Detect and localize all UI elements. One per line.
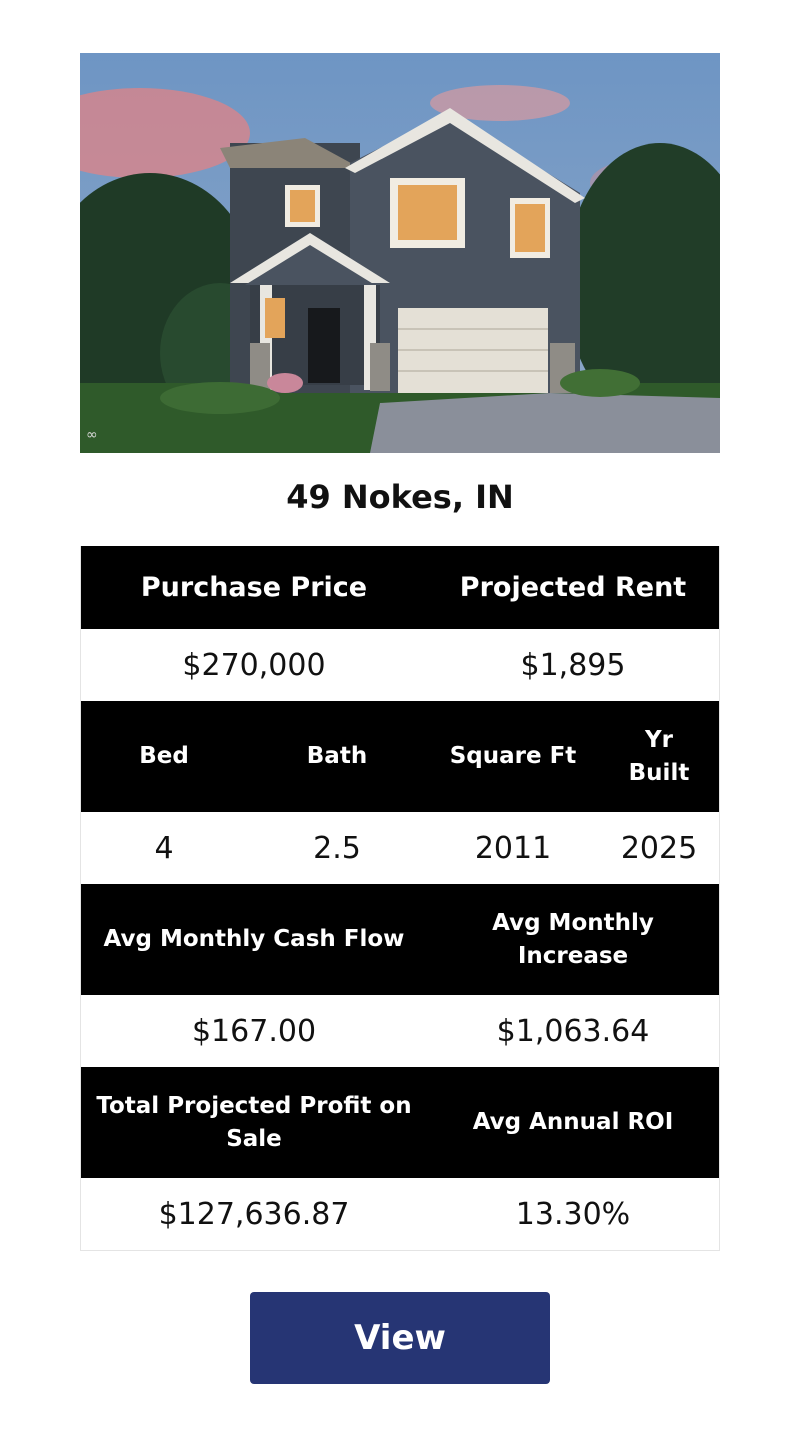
view-button[interactable]: View [250, 1292, 550, 1384]
total-profit-value: $127,636.87 [158, 1196, 350, 1232]
details-header-row [81, 701, 719, 812]
bath-value: 2.5 [313, 830, 361, 866]
bed-label: Bed [139, 743, 189, 769]
stats-table [80, 546, 720, 1251]
purchase-price-label: Purchase Price [140, 572, 368, 603]
house-photo-icon [80, 53, 720, 453]
property-address: 49 Nokes, IN [286, 478, 514, 516]
profit-header-row [81, 1067, 719, 1178]
projected-rent-label: Projected Rent [459, 572, 687, 603]
sqft-value: 2011 [474, 830, 552, 866]
cash-flow-label: Avg Monthly Cash Flow [103, 926, 405, 952]
cash-flow-value: $167.00 [191, 1013, 317, 1049]
cashflow-value-row [81, 995, 719, 1067]
yr-built-label: Yr Built [628, 726, 690, 786]
property-photo[interactable] [80, 53, 720, 453]
svg-text:∞: ∞ [86, 427, 98, 443]
monthly-increase-value: $1,063.64 [496, 1013, 650, 1049]
bed-value: 4 [154, 830, 174, 866]
price-value-row [81, 629, 719, 701]
yr-built-value: 2025 [620, 830, 698, 866]
purchase-price-value: $270,000 [182, 647, 326, 683]
annual-roi-value: 13.30% [515, 1196, 631, 1232]
profit-value-row [81, 1178, 719, 1250]
cashflow-header-row [81, 884, 719, 995]
monthly-increase-label: Avg Monthly Increase [492, 909, 654, 969]
total-profit-label: Total Projected Profit on Sale [96, 1092, 412, 1152]
price-header-row [81, 546, 719, 629]
details-value-row [81, 812, 719, 884]
annual-roi-label: Avg Annual ROI [472, 1109, 674, 1135]
sqft-label: Square Ft [449, 743, 577, 769]
projected-rent-value: $1,895 [520, 647, 626, 683]
bath-label: Bath [306, 743, 368, 769]
